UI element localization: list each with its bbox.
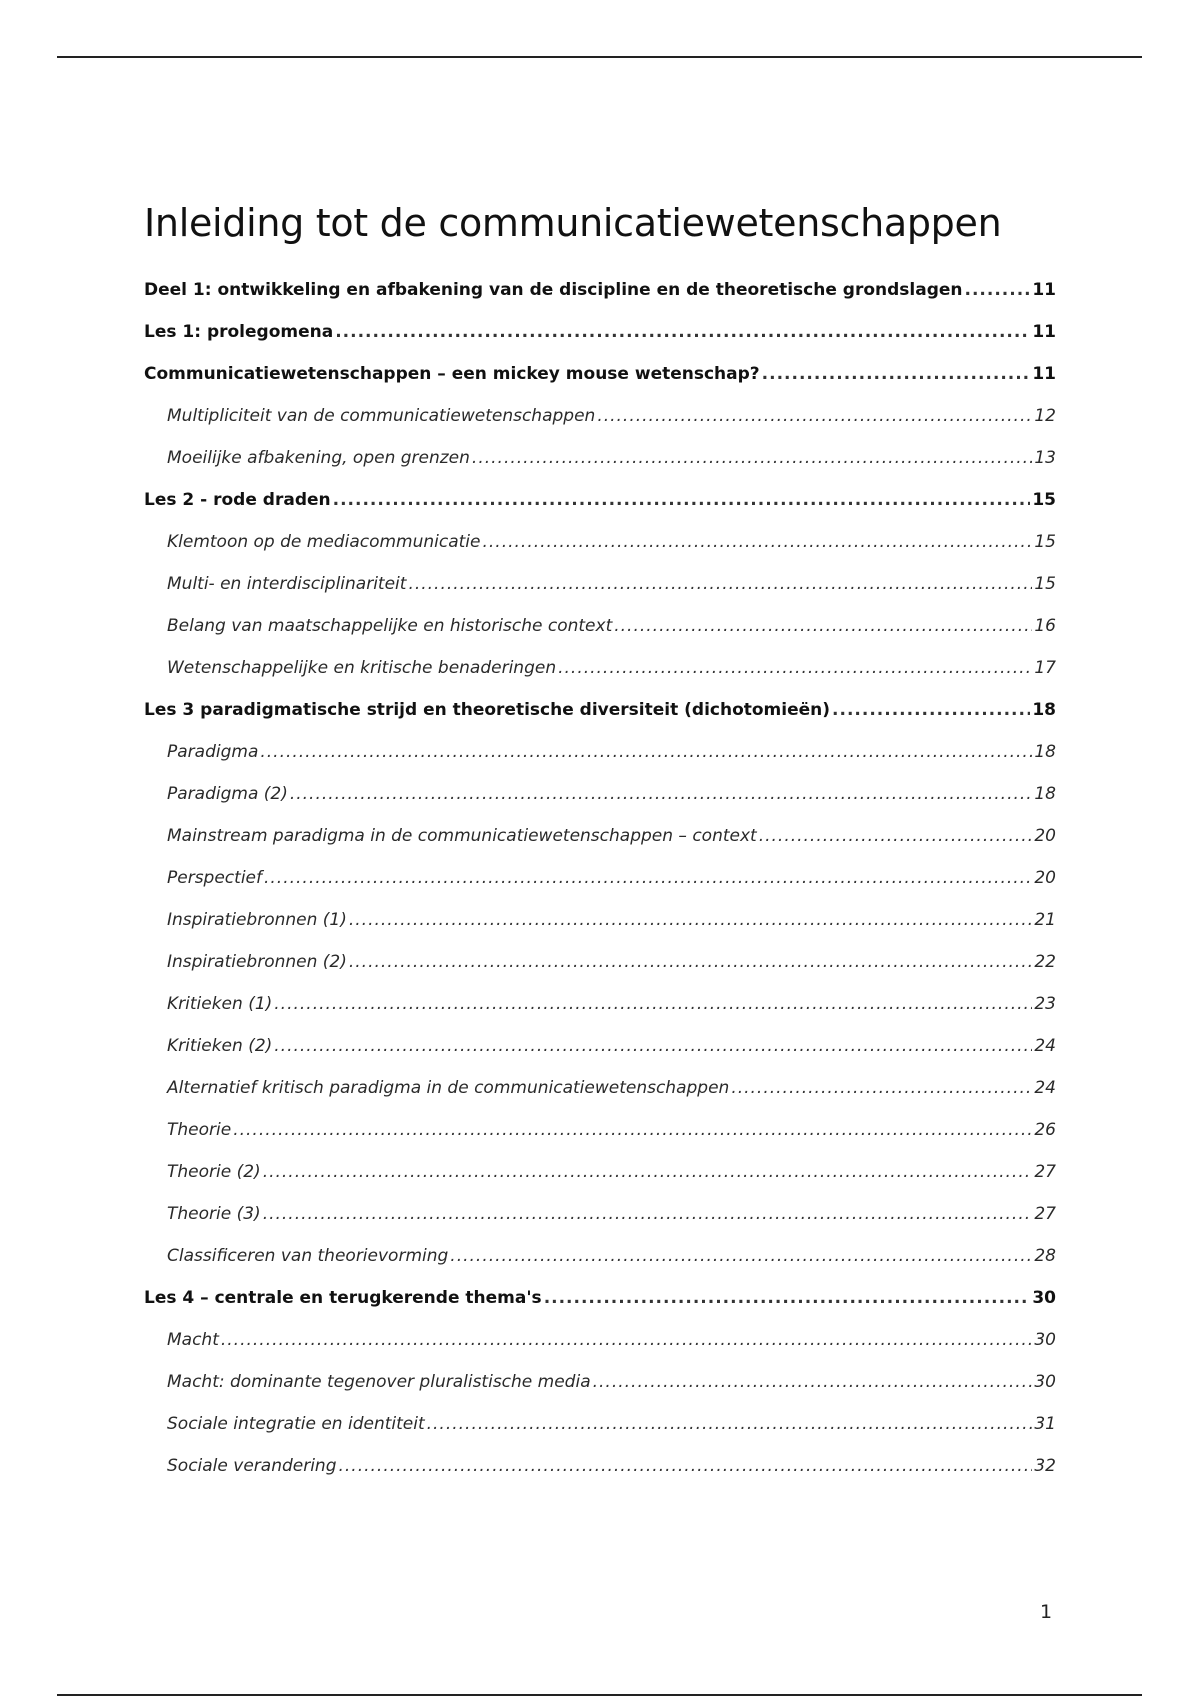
toc-entry-label: Kritieken (1) xyxy=(167,994,273,1014)
toc-entry-page: 18 xyxy=(1032,700,1056,720)
toc-entry-label: Perspectief xyxy=(167,868,262,888)
toc-entry-page: 23 xyxy=(1034,994,1056,1014)
toc-entry-page: 11 xyxy=(1032,364,1056,384)
toc-dot-leader xyxy=(759,825,1033,847)
toc-entry-page: 22 xyxy=(1034,952,1056,972)
toc-dot-leader xyxy=(274,1035,1032,1057)
page-content xyxy=(144,195,1056,1497)
toc-entry-page: 15 xyxy=(1034,574,1056,594)
toc-entry-label: Theorie xyxy=(167,1120,232,1140)
toc-entry-label: Paradigma (2) xyxy=(167,784,288,804)
toc-entry-label: Deel 1: ontwikkeling en afbakening van de discipline en de theoretische grondslagen xyxy=(144,280,963,300)
toc-dot-leader xyxy=(349,909,1032,931)
toc-dot-leader xyxy=(472,447,1032,469)
toc-dot-leader xyxy=(349,951,1032,973)
toc-dot-leader xyxy=(233,1119,1032,1141)
toc-entry-label: Inspiratiebronnen (2) xyxy=(167,952,347,972)
toc-entry-page: 30 xyxy=(1034,1372,1056,1392)
toc-subentry[interactable] xyxy=(144,993,1056,1015)
toc-entry-page: 16 xyxy=(1034,616,1056,636)
toc-entry-page: 26 xyxy=(1034,1120,1056,1140)
toc-dot-leader xyxy=(593,1371,1033,1393)
toc-dot-leader xyxy=(597,405,1032,427)
toc-entry-label: Klemtoon op de mediacommunicatie xyxy=(167,532,481,552)
table-of-contents xyxy=(144,279,1056,1477)
toc-subentry[interactable] xyxy=(144,783,1056,805)
toc-entry-label: Les 1: prolegomena xyxy=(144,322,334,342)
toc-entry-label: Moeilijke afbakening, open grenzen xyxy=(167,448,470,468)
toc-subentry[interactable] xyxy=(144,1203,1056,1225)
toc-entry-page: 17 xyxy=(1034,658,1056,678)
toc-subentry[interactable] xyxy=(144,825,1056,847)
toc-dot-leader xyxy=(333,489,1031,511)
toc-heading-entry[interactable] xyxy=(144,321,1056,343)
toc-dot-leader xyxy=(614,615,1032,637)
toc-entry-page: 27 xyxy=(1034,1204,1056,1224)
toc-dot-leader xyxy=(264,867,1032,889)
toc-dot-leader xyxy=(263,1161,1033,1183)
toc-subentry[interactable] xyxy=(144,615,1056,637)
toc-dot-leader xyxy=(731,1077,1032,1099)
toc-dot-leader xyxy=(263,1203,1033,1225)
toc-heading-entry[interactable] xyxy=(144,699,1056,721)
toc-subentry[interactable] xyxy=(144,1245,1056,1267)
toc-entry-page: 20 xyxy=(1034,826,1056,846)
toc-dot-leader xyxy=(221,1329,1032,1351)
toc-entry-page: 30 xyxy=(1032,1288,1056,1308)
toc-dot-leader xyxy=(483,531,1033,553)
toc-heading-entry[interactable] xyxy=(144,279,1056,301)
toc-dot-leader xyxy=(762,363,1031,385)
toc-entry-label: Wetenschappelijke en kritische benaderingen xyxy=(167,658,557,678)
toc-subentry[interactable] xyxy=(144,1413,1056,1435)
toc-subentry[interactable] xyxy=(144,447,1056,469)
toc-entry-page: 24 xyxy=(1034,1078,1056,1098)
toc-dot-leader xyxy=(558,657,1032,679)
toc-entry-label: Les 2 - rode draden xyxy=(144,490,331,510)
toc-subentry[interactable] xyxy=(144,573,1056,595)
toc-entry-label: Belang van maatschappelijke en historische context xyxy=(167,616,613,636)
toc-subentry[interactable] xyxy=(144,1077,1056,1099)
toc-dot-leader xyxy=(832,699,1030,721)
toc-subentry[interactable] xyxy=(144,1455,1056,1477)
toc-entry-label: Mainstream paradigma in de communicatiewetenschappen – context xyxy=(167,826,757,846)
toc-subentry[interactable] xyxy=(144,657,1056,679)
toc-subentry[interactable] xyxy=(144,867,1056,889)
toc-entry-page: 31 xyxy=(1034,1414,1056,1434)
toc-dot-leader xyxy=(339,1455,1033,1477)
toc-dot-leader xyxy=(965,279,1031,301)
toc-dot-leader xyxy=(274,993,1032,1015)
toc-dot-leader xyxy=(408,573,1032,595)
document-title: Inleiding tot de communicatiewetenschappen xyxy=(144,201,1002,245)
toc-entry-label: Multi- en interdisciplinariteit xyxy=(167,574,407,594)
toc-entry-label: Classificeren van theorievorming xyxy=(167,1246,449,1266)
toc-entry-label: Macht xyxy=(167,1330,219,1350)
toc-entry-label: Sociale verandering xyxy=(167,1456,337,1476)
toc-dot-leader xyxy=(290,783,1033,805)
toc-entry-page: 15 xyxy=(1032,490,1056,510)
toc-heading-entry[interactable] xyxy=(144,363,1056,385)
toc-heading-entry[interactable] xyxy=(144,489,1056,511)
toc-entry-page: 30 xyxy=(1034,1330,1056,1350)
toc-entry-page: 12 xyxy=(1034,406,1056,426)
toc-entry-page: 32 xyxy=(1034,1456,1056,1476)
toc-subentry[interactable] xyxy=(144,951,1056,973)
toc-subentry[interactable] xyxy=(144,1119,1056,1141)
toc-entry-page: 18 xyxy=(1034,742,1056,762)
toc-entry-page: 18 xyxy=(1034,784,1056,804)
toc-entry-label: Theorie (3) xyxy=(167,1204,261,1224)
toc-entry-label: Communicatiewetenschappen – een mickey mouse wetenschap? xyxy=(144,364,760,384)
toc-entry-page: 11 xyxy=(1032,322,1056,342)
toc-subentry[interactable] xyxy=(144,741,1056,763)
toc-heading-entry[interactable] xyxy=(144,1287,1056,1309)
toc-entry-page: 20 xyxy=(1034,868,1056,888)
toc-entry-label: Inspiratiebronnen (1) xyxy=(167,910,347,930)
bottom-rule xyxy=(57,1694,1142,1696)
toc-entry-label: Multipliciteit van de communicatiewetenschappen xyxy=(167,406,596,426)
toc-entry-page: 13 xyxy=(1034,448,1056,468)
toc-dot-leader xyxy=(427,1413,1033,1435)
toc-dot-leader xyxy=(544,1287,1031,1309)
toc-entry-page: 24 xyxy=(1034,1036,1056,1056)
toc-entry-label: Sociale integratie en identiteit xyxy=(167,1414,425,1434)
toc-subentry[interactable] xyxy=(144,1329,1056,1351)
toc-subentry[interactable] xyxy=(144,1371,1056,1393)
toc-entry-label: Paradigma xyxy=(167,742,259,762)
toc-entry-label: Kritieken (2) xyxy=(167,1036,273,1056)
toc-entry-label: Alternatief kritisch paradigma in de communicatiewetenschappen xyxy=(167,1078,730,1098)
toc-subentry[interactable] xyxy=(144,405,1056,427)
toc-entry-page: 15 xyxy=(1034,532,1056,552)
toc-entry-page: 28 xyxy=(1034,1246,1056,1266)
toc-entry-page: 27 xyxy=(1034,1162,1056,1182)
toc-entry-label: Les 3 paradigmatische strijd en theoretische diversiteit (dichotomieën) xyxy=(144,700,831,720)
toc-entry-label: Macht: dominante tegenover pluralistische media xyxy=(167,1372,591,1392)
toc-subentry[interactable] xyxy=(144,1161,1056,1183)
top-rule xyxy=(57,56,1142,58)
toc-dot-leader xyxy=(450,1245,1032,1267)
toc-entry-page: 11 xyxy=(1032,280,1056,300)
toc-dot-leader xyxy=(260,741,1032,763)
page-number: 1 xyxy=(1040,1601,1053,1623)
toc-entry-label: Theorie (2) xyxy=(167,1162,261,1182)
toc-entry-label: Les 4 – centrale en terugkerende thema's xyxy=(144,1288,542,1308)
toc-subentry[interactable] xyxy=(144,909,1056,931)
toc-subentry[interactable] xyxy=(144,531,1056,553)
toc-dot-leader xyxy=(335,321,1030,343)
toc-entry-page: 21 xyxy=(1034,910,1056,930)
toc-subentry[interactable] xyxy=(144,1035,1056,1057)
